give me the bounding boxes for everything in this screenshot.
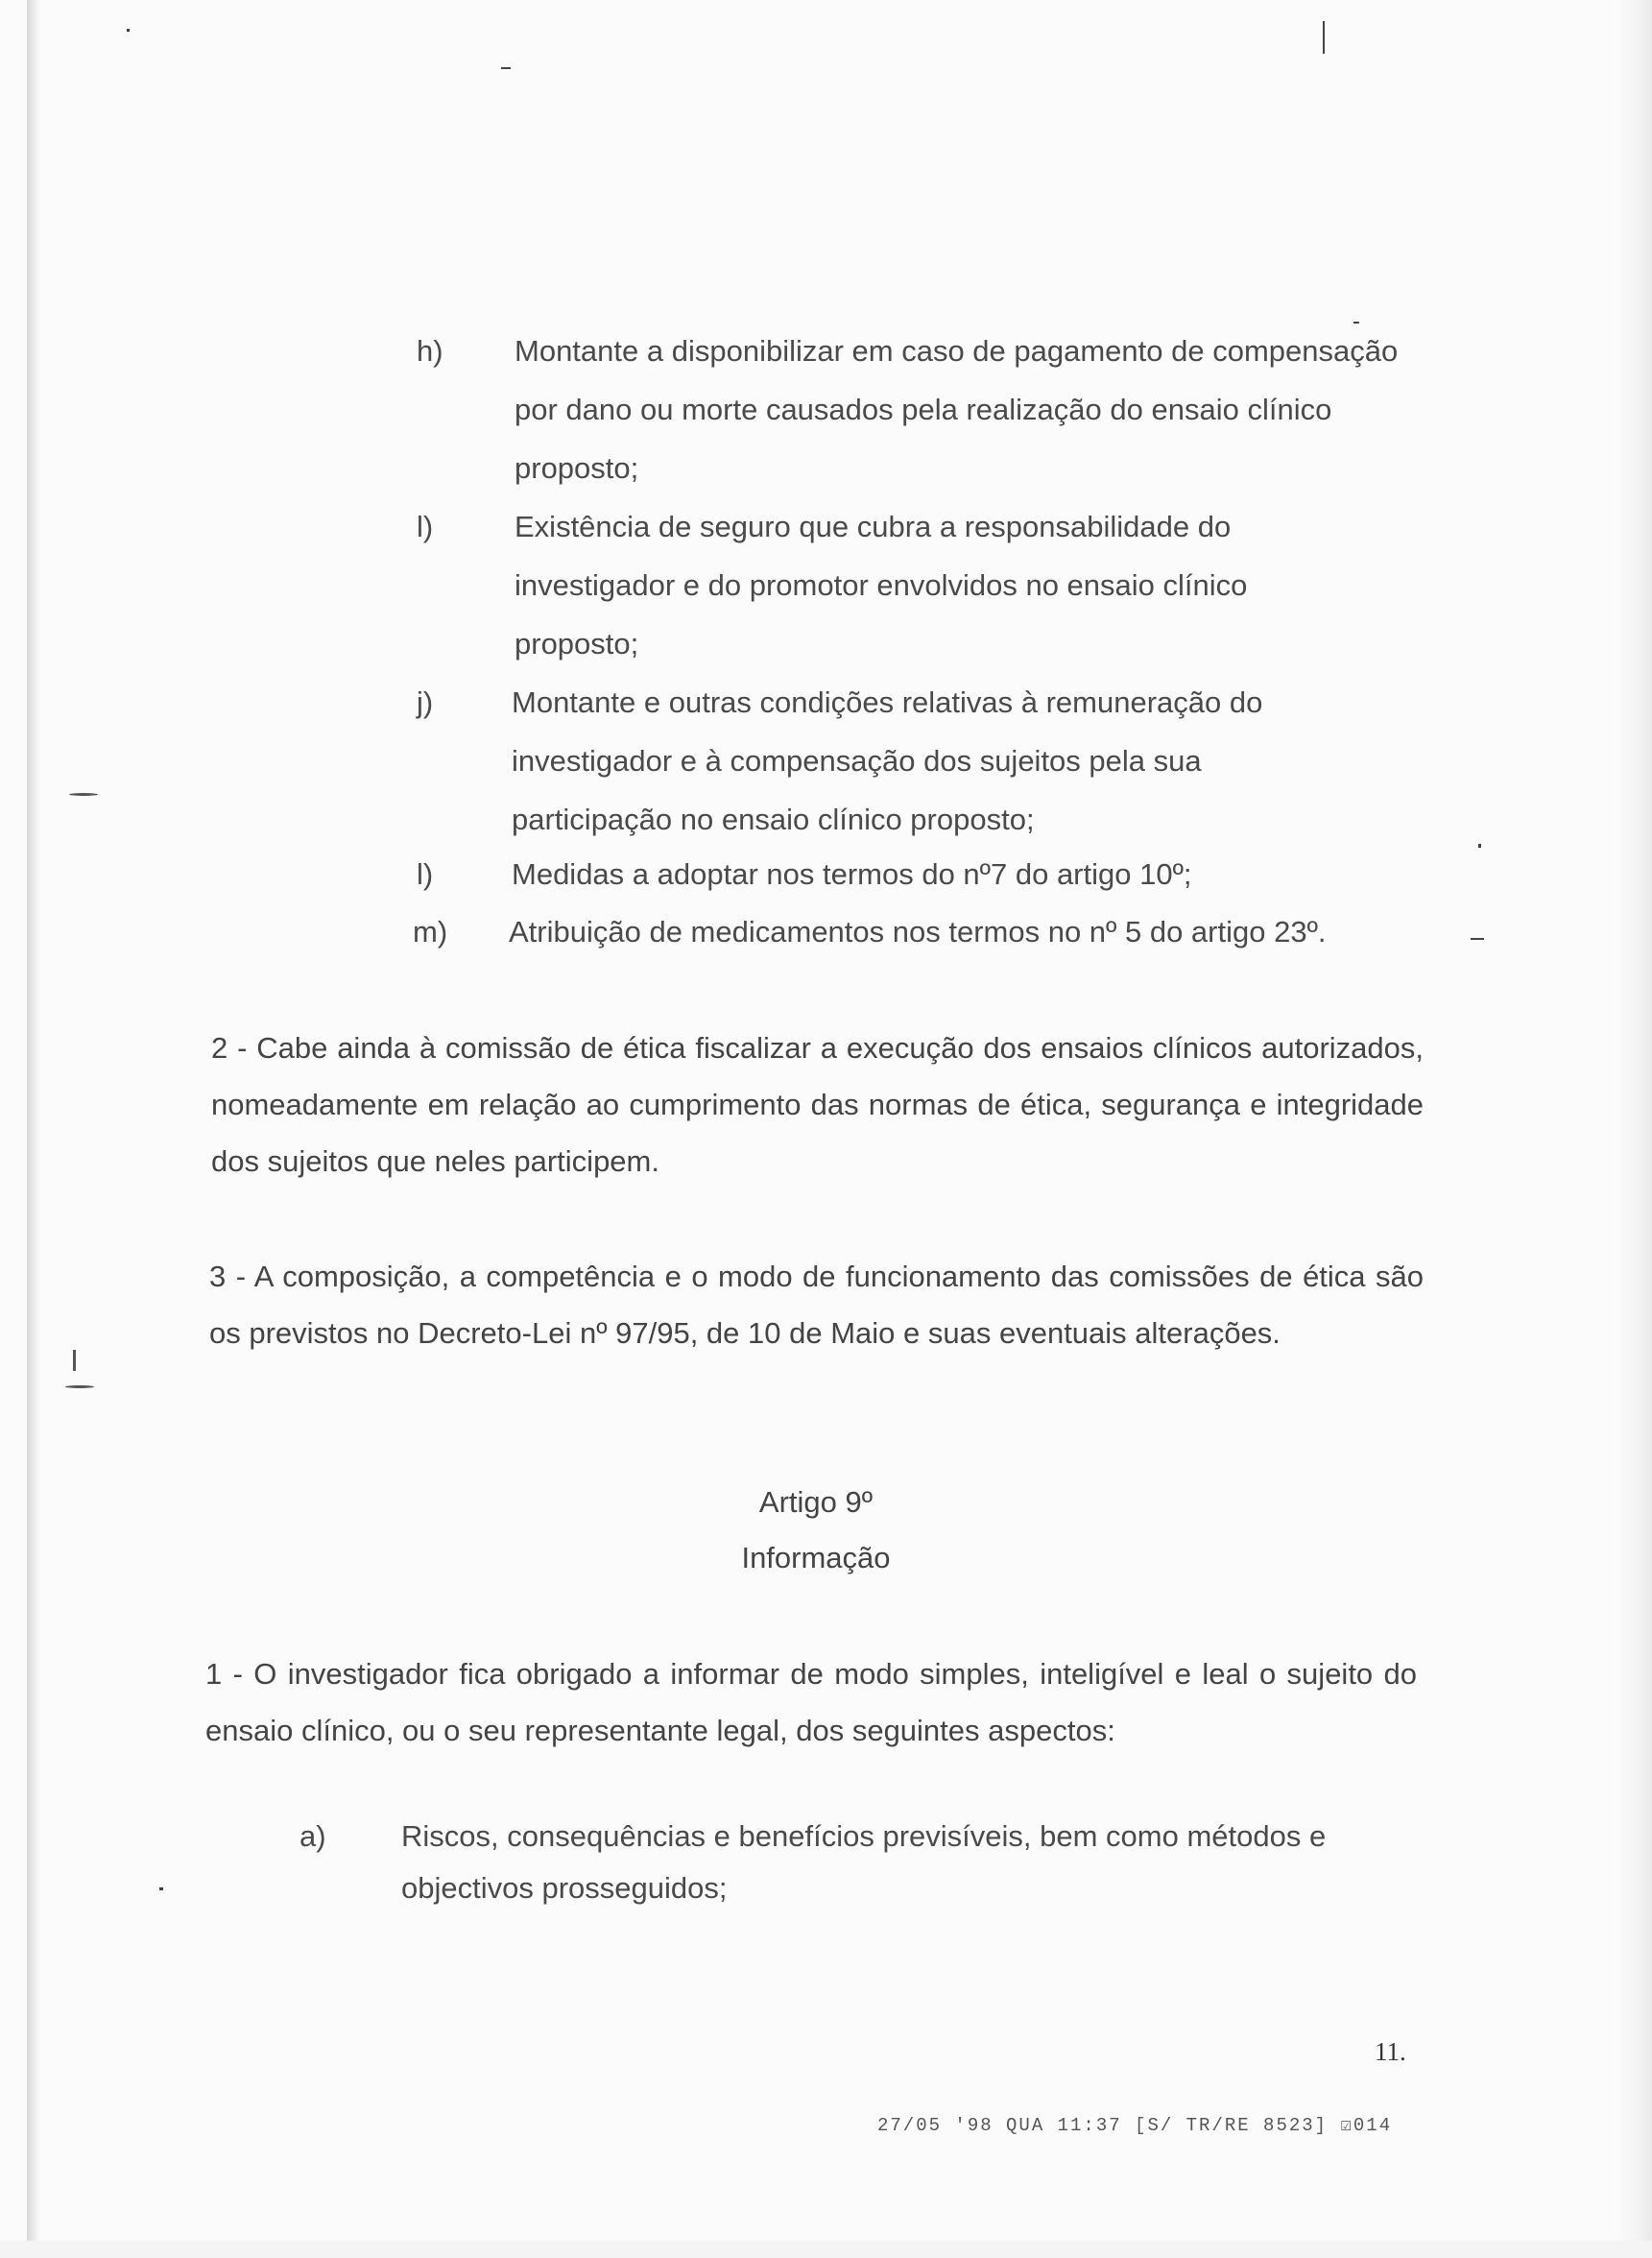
article-subheading: Informação [741, 1541, 891, 1574]
scan-speck [1323, 21, 1325, 54]
list-label: j) [417, 685, 434, 719]
list-item-a [299, 1811, 1432, 1916]
list-label: m) [413, 915, 448, 949]
list-text: Riscos, consequências e benefícios previsíveis, bem como métodos e objectivos prosseguidos; [401, 1819, 1327, 1905]
scan-speck [1478, 844, 1481, 848]
list-label: a) [299, 1819, 326, 1853]
margin-mark [69, 793, 98, 796]
list-text: Medidas a adoptar nos termos do nº7 do artigo 10º; [512, 857, 1192, 891]
scan-speck [1471, 938, 1484, 940]
paragraph-2: 2 - Cabe ainda à comissão de ética fiscalizar a execução dos ensaios clínicos autorizados, nomeadamente em relação ao cumprimento das normas de ética, segurança e integridade dos sujeitos que neles participem. [211, 1031, 1424, 1178]
scan-speck [159, 1887, 163, 1890]
list-item-l [417, 497, 1434, 673]
scan-edge-right [1617, 0, 1652, 2258]
list-label: l) [417, 857, 434, 891]
scan-speck [501, 67, 511, 69]
scan-edge-bottom [0, 2241, 1652, 2258]
list-text: Atribuição de medicamentos nos termos no nº 5 do artigo 23º. [509, 915, 1327, 949]
scan-edge-left [27, 0, 40, 2258]
list-item-j [417, 673, 1434, 849]
article-heading: Artigo 9º [758, 1485, 874, 1519]
scan-speck [127, 29, 130, 32]
margin-mark [73, 1350, 76, 1371]
list-label: l) [417, 510, 434, 543]
list-text: Montante e outras condições relativas à remuneração do investigador e à compensação dos sujeitos pela sua participação no ensaio clínico proposto; [512, 685, 1263, 836]
fax-transmission-footer: 27/05 '98 QUA 11:37 [S/ TR/RE 8523] ☑014 [877, 2115, 1393, 2136]
list-item-h [417, 322, 1434, 497]
list-text: Montante a disponibilizar em caso de pagamento de compensação por dano ou morte causados pela realização do ensaio clínico proposto; [515, 334, 1399, 485]
margin-mark [65, 1385, 94, 1388]
list-text: Existência de seguro que cubra a responsabilidade do investigador e do promotor envolvidos no ensaio clínico proposto; [515, 510, 1248, 661]
list-item-m [413, 902, 1440, 961]
article-paragraph-1: 1 - O investigador fica obrigado a informar de modo simples, inteligível e leal o sujeito do ensaio clínico, ou o seu representante legal, dos seguintes aspectos: [205, 1657, 1417, 1747]
list-item-l2 [417, 845, 1434, 903]
paragraph-3: 3 - A composição, a competência e o modo de funcionamento das comissões de ética são os previstos no Decreto-Lei nº 97/95, de 10 de Maio e suas eventuais alterações. [209, 1260, 1424, 1350]
page-number: 11. [1375, 2037, 1406, 2066]
list-label: h) [417, 334, 443, 368]
